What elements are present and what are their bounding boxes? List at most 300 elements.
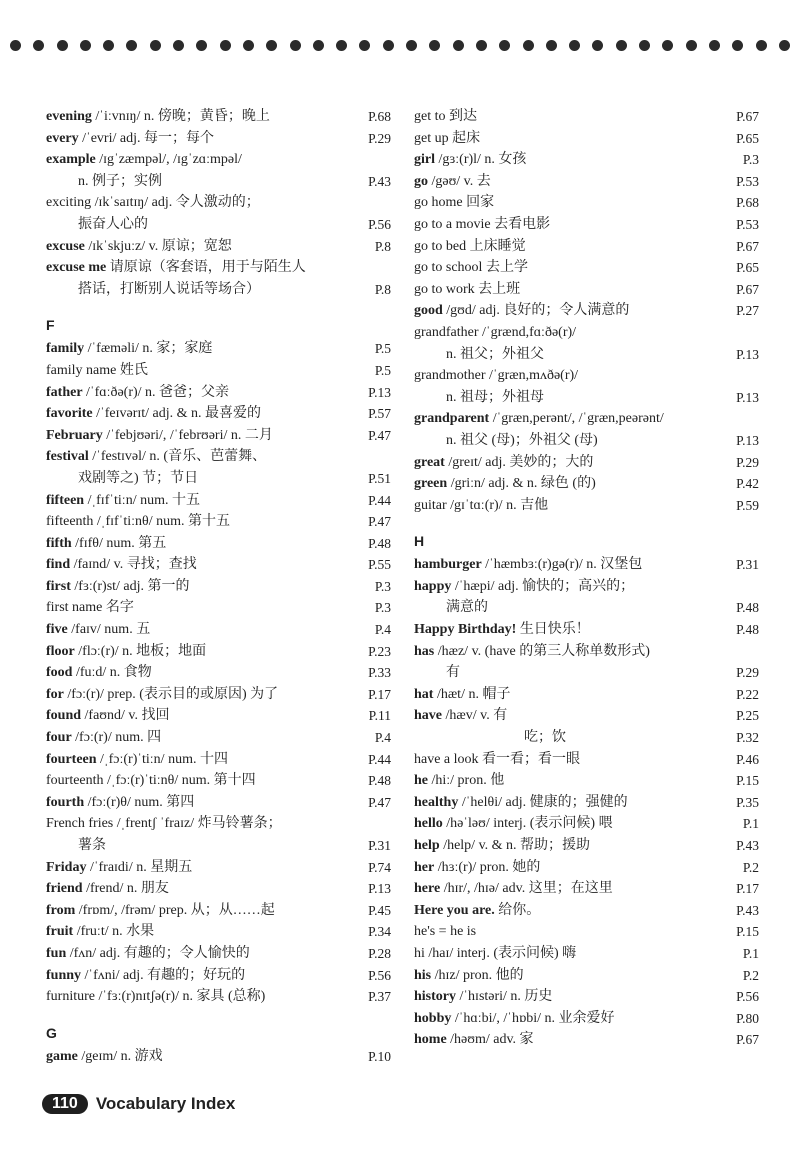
border-dot: [616, 40, 627, 51]
border-dot: [243, 40, 254, 51]
page-reference: P.65: [736, 130, 759, 146]
section-letter: H: [414, 533, 425, 550]
headword: February: [46, 427, 103, 443]
index-entry: [414, 705, 759, 727]
headword: history: [414, 989, 456, 1005]
headword: go: [414, 173, 428, 189]
index-entry: [46, 382, 391, 404]
entry-continuation: 戏剧等之) 节；节日: [78, 470, 199, 486]
border-dot: [476, 40, 487, 51]
entry-definition: family name 姓氏: [46, 362, 148, 378]
index-entry: [414, 684, 759, 706]
headword: here: [414, 881, 441, 897]
index-entry: [414, 452, 759, 474]
index-entry: [414, 727, 759, 749]
entry-definition: /fɔː(r)θ/ num. 第四: [84, 794, 195, 810]
page-reference: P.33: [368, 665, 391, 681]
index-entry: [46, 149, 391, 192]
index-entry: [414, 986, 759, 1008]
border-dot: [290, 40, 301, 51]
index-entry: [414, 171, 759, 193]
page-reference: P.15: [736, 924, 759, 940]
entry-definition: hi /haɪ/ interj. (表示问候) 嗨: [414, 945, 577, 961]
headword: floor: [46, 643, 75, 659]
page-reference: P.68: [736, 195, 759, 211]
entry-continuation: 搭话，打断别人说话等场合）: [78, 281, 260, 297]
index-entry: [414, 300, 759, 322]
border-dot: [196, 40, 207, 51]
index-entry: [46, 986, 391, 1008]
index-entry: [46, 533, 391, 555]
page-reference: P.10: [368, 1048, 391, 1064]
border-dot: [383, 40, 394, 51]
index-entry: [414, 365, 759, 408]
entry-definition: he's = he is: [414, 924, 477, 940]
headword: his: [414, 967, 432, 983]
entry-definition: get up 起床: [414, 130, 481, 146]
entry-definition: go home 回家: [414, 195, 495, 211]
entry-definition: /faɪnd/ v. 寻找；查找: [70, 557, 197, 573]
index-entry: [414, 279, 759, 301]
entry-definition: exciting /ɪkˈsaɪtɪŋ/ adj. 令人激动的；: [46, 195, 260, 211]
entry-continuation: 薯条: [78, 838, 106, 853]
page-reference: P.45: [368, 902, 391, 918]
page-reference: P.3: [742, 152, 759, 168]
index-entry: [414, 792, 759, 814]
entry-definition: /greɪt/ adj. 美妙的；大的: [444, 454, 594, 470]
headword: fourteen: [46, 751, 97, 767]
page-reference: P.2: [742, 859, 759, 875]
index-column-left: [46, 106, 391, 1067]
page-reference: P.4: [374, 730, 391, 746]
border-dot: [662, 40, 673, 51]
entry-definition: /gʊd/ adj. 良好的；令人满意的: [442, 303, 630, 319]
entry-definition: go to work 去上班: [414, 281, 521, 297]
index-entry: [46, 360, 391, 382]
headword: festival: [46, 449, 89, 465]
page-reference: P.48: [368, 773, 391, 789]
index-entry: [46, 943, 391, 965]
entry-definition: grandfather /ˈgrænd,fɑːðə(r)/: [414, 324, 577, 340]
index-entry: [414, 921, 759, 943]
page-reference: P.67: [736, 281, 759, 297]
entry-continuation: n. 例子；实例: [78, 173, 162, 189]
entry-definition: /fɔː(r)/ num. 四: [71, 730, 162, 746]
entry-definition: /help/ v. & n. 帮助；援助: [439, 838, 591, 853]
index-entry: [46, 511, 391, 533]
page-reference: P.48: [736, 600, 759, 616]
index-entry: [414, 749, 759, 771]
entry-definition: /geɪm/ n. 游戏: [77, 1048, 163, 1064]
border-dot: [10, 40, 21, 51]
page-reference: P.29: [736, 454, 759, 470]
entry-definition: French fries /ˌfrentʃ ˈfraɪz/ 炸马铃薯条；: [46, 816, 282, 832]
index-entry: [414, 192, 759, 214]
border-dot: [266, 40, 277, 51]
entry-definition: /frend/ n. 朋友: [82, 881, 169, 897]
border-dot: [173, 40, 184, 51]
page-reference: P.3: [374, 578, 391, 594]
headword: excuse me: [46, 260, 107, 276]
index-entry: [414, 619, 759, 641]
page-reference: P.43: [736, 902, 759, 918]
index-entry: [414, 408, 759, 451]
page-reference: P.1: [742, 816, 759, 832]
index-entry: [414, 900, 759, 922]
footer-title: Vocabulary Index: [95, 1094, 236, 1113]
entry-definition: /gəʊ/ v. 去: [428, 173, 491, 189]
entry-continuation: n. 祖母；外祖母: [446, 389, 544, 405]
index-entry: [46, 446, 391, 489]
border-dot: [33, 40, 44, 51]
page-reference: P.5: [374, 341, 391, 357]
entry-definition: /həˈləʊ/ interj. (表示问候) 喂: [442, 816, 613, 832]
headword: family: [46, 341, 85, 357]
headword: home: [414, 1032, 447, 1048]
page-reference: P.37: [368, 989, 391, 1005]
page-reference: P.74: [368, 859, 391, 875]
border-dot: [639, 40, 650, 51]
page-reference: P.3: [374, 600, 391, 616]
page-reference: P.57: [368, 406, 391, 422]
index-entry: [414, 257, 759, 279]
index-entry: [414, 214, 759, 236]
entry-definition: /hæz/ v. (have 的第三人称单数形式): [434, 643, 650, 659]
entry-definition: have a look 看一看；看一眼: [414, 751, 581, 767]
page-reference: P.56: [368, 967, 391, 983]
headword: five: [46, 622, 68, 638]
page-reference: P.51: [368, 470, 391, 486]
headword: hobby: [414, 1010, 452, 1026]
entry-definition: /ˌfɔː(r)ˈtiːn/ num. 十四: [96, 751, 228, 767]
index-column-right: [414, 106, 759, 1051]
index-entry: [46, 106, 391, 128]
entry-definition: /ˈhæpi/ adj. 愉快的；高兴的；: [451, 578, 635, 594]
entry-definition: go to school 去上学: [414, 260, 528, 276]
headword: game: [46, 1048, 78, 1064]
entry-definition: /fɜː(r)st/ adj. 第一的: [70, 578, 190, 594]
entry-definition: /ˈfʌni/ adj. 有趣的；好玩的: [81, 967, 246, 983]
entry-definition: /fruːt/ n. 水果: [73, 924, 155, 940]
headword: example: [46, 152, 96, 168]
entry-definition: /hiː/ pron. 他: [428, 773, 505, 789]
headword: he: [414, 773, 428, 789]
headword: for: [46, 686, 64, 702]
page-reference: P.56: [368, 216, 391, 232]
top-dot-border: [10, 40, 790, 51]
entry-definition: go to a movie 去看电影: [414, 216, 551, 232]
entry-definition: /hæt/ n. 帽子: [433, 686, 511, 702]
page-reference: P.31: [736, 557, 759, 573]
page-number-badge: 110: [42, 1094, 88, 1114]
index-entry: [414, 128, 759, 150]
index-entry: [46, 192, 391, 235]
index-entry: [46, 921, 391, 943]
border-dot: [80, 40, 91, 51]
entry-definition: 请原谅（客套语，用于与陌生人: [106, 260, 306, 276]
page-reference: P.17: [368, 686, 391, 702]
page-reference: P.11: [368, 708, 391, 724]
page-reference: P.35: [736, 794, 759, 810]
headword: evening: [46, 109, 92, 124]
entry-definition: /həʊm/ adv. 家: [446, 1032, 534, 1048]
headword: excuse: [46, 238, 85, 254]
page-reference: P.65: [736, 260, 759, 276]
entry-definition: 生日快乐！: [516, 622, 590, 638]
index-entry: [414, 965, 759, 987]
index-entry: [46, 900, 391, 922]
border-dot: [220, 40, 231, 51]
border-dot: [732, 40, 743, 51]
index-entry: [414, 1008, 759, 1030]
entry-definition: /ˈfebjʊəri/, /ˈfebrʊəri/ n. 二月: [102, 427, 273, 443]
entry-definition: /ˌfɪfˈtiːn/ num. 十五: [84, 492, 200, 508]
index-entry: [414, 641, 759, 684]
page-reference: P.29: [736, 665, 759, 681]
entry-definition: /hɪz/ pron. 他的: [431, 967, 524, 983]
headword: favorite: [46, 406, 93, 422]
page-reference: P.68: [368, 109, 391, 124]
index-entry: [414, 554, 759, 576]
entry-definition: /faʊnd/ v. 找回: [81, 708, 170, 724]
index-entry: [46, 1046, 391, 1068]
page-reference: P.48: [368, 535, 391, 551]
index-entry: [46, 554, 391, 576]
page-reference: P.80: [736, 1010, 759, 1026]
headword: good: [414, 303, 443, 319]
border-dot: [709, 40, 720, 51]
index-entry: [414, 495, 759, 517]
border-dot: [592, 40, 603, 51]
headword: great: [414, 454, 445, 470]
page-reference: P.8: [374, 281, 391, 297]
page-reference: P.22: [736, 686, 759, 702]
headword: has: [414, 643, 435, 659]
page-reference: P.48: [736, 622, 759, 638]
headword: happy: [414, 578, 452, 594]
headword: four: [46, 730, 72, 746]
page-reference: P.17: [736, 881, 759, 897]
border-dot: [756, 40, 767, 51]
index-entry: [46, 490, 391, 512]
headword: fifth: [46, 535, 72, 551]
headword: hello: [414, 816, 443, 832]
page-reference: P.43: [368, 173, 391, 189]
entry-definition: /ɪgˈzæmpəl/, /ɪgˈzɑːmpəl/: [95, 152, 242, 168]
page-reference: P.25: [736, 708, 759, 724]
page-reference: P.67: [736, 238, 759, 254]
entry-definition: /ˈevri/ adj. 每一；每个: [78, 130, 214, 146]
border-dot: [546, 40, 557, 51]
index-entry: [46, 338, 391, 360]
headword: fifteen: [46, 492, 85, 508]
entry-definition: /fɪfθ/ num. 第五: [71, 535, 167, 551]
headword: found: [46, 708, 82, 724]
page-reference: P.1: [742, 945, 759, 961]
headword: Here you are.: [414, 902, 495, 918]
page-reference: P.42: [736, 476, 759, 492]
index-entry: [46, 705, 391, 727]
headword: first: [46, 578, 71, 594]
border-dot: [429, 40, 440, 51]
border-dot: [150, 40, 161, 51]
entry-definition: grandmother /ˈgræn,mʌðə(r)/: [414, 368, 579, 384]
entry-definition: /hæv/ v. 有: [442, 708, 508, 724]
page-reference: P.8: [374, 238, 391, 254]
entry-continuation: 吃；饮: [524, 730, 566, 746]
headword: her: [414, 859, 435, 875]
index-entry: [46, 857, 391, 879]
entry-definition: /ˈfɑːðə(r)/ n. 爸爸；父亲: [82, 384, 230, 400]
index-entry: [414, 878, 759, 900]
index-entry: [414, 835, 759, 857]
headword: have: [414, 708, 442, 724]
entry-definition: /flɔː(r)/ n. 地板；地面: [74, 643, 207, 659]
index-entry: [414, 857, 759, 879]
border-dot: [336, 40, 347, 51]
entry-definition: /ˈhɑːbi/, /ˈhɒbi/ n. 业余爱好: [451, 1010, 615, 1026]
page-reference: P.53: [736, 216, 759, 232]
headword: find: [46, 557, 71, 573]
page-reference: P.47: [368, 514, 391, 530]
page-reference: P.2: [742, 967, 759, 983]
entry-definition: /ˈfestɪvəl/ n. (音乐、芭蕾舞、: [88, 449, 267, 465]
headword: fruit: [46, 924, 74, 940]
headword: hat: [414, 686, 434, 702]
entry-continuation: 有: [446, 665, 460, 681]
page-reference: P.47: [368, 794, 391, 810]
section-letter: F: [46, 317, 55, 334]
index-entry: [46, 878, 391, 900]
index-entry: [46, 965, 391, 987]
index-entry: [414, 943, 759, 965]
index-entry: [46, 403, 391, 425]
entry-definition: /gɜː(r)l/ n. 女孩: [435, 152, 527, 168]
index-entry: [46, 770, 391, 792]
index-entry: [46, 641, 391, 663]
entry-definition: /faɪv/ num. 五: [67, 622, 151, 638]
entry-definition: first name 名字: [46, 600, 134, 616]
page-reference: P.67: [736, 1032, 759, 1048]
entry-definition: /hɜː(r)/ pron. 她的: [434, 859, 541, 875]
entry-definition: /ˈhelθi/ adj. 健康的；强健的: [458, 794, 628, 810]
page-reference: P.55: [368, 557, 391, 573]
entry-definition: guitar /gɪˈtɑː(r)/ n. 吉他: [414, 497, 549, 513]
page-reference: P.47: [368, 427, 391, 443]
entry-definition: 给你。: [494, 902, 541, 918]
page-footer: [42, 1094, 235, 1114]
entry-continuation: n. 祖父；外祖父: [446, 346, 544, 362]
page-reference: P.15: [736, 773, 759, 789]
page-reference: P.67: [736, 109, 759, 124]
entry-definition: /fuːd/ n. 食物: [72, 665, 152, 681]
entry-definition: /ˈhɪstəri/ n. 历史: [456, 989, 553, 1005]
border-dot: [523, 40, 534, 51]
index-entry: [414, 322, 759, 365]
page-reference: P.31: [368, 838, 391, 853]
page-reference: P.27: [736, 303, 759, 319]
page-reference: P.29: [368, 130, 391, 146]
index-entry: [46, 257, 391, 300]
entry-definition: /frɒm/, /frəm/ prep. 从；从……起: [75, 902, 275, 918]
page-reference: P.46: [736, 751, 759, 767]
headword: girl: [414, 152, 435, 168]
border-dot: [103, 40, 114, 51]
index-entry: [46, 576, 391, 598]
entry-definition: /hɪr/, /hɪə/ adv. 这里；在这里: [440, 881, 613, 897]
page-reference: P.23: [368, 643, 391, 659]
entry-definition: fifteenth /ˌfɪfˈtiːnθ/ num. 第十五: [46, 514, 231, 530]
page-reference: P.5: [374, 362, 391, 378]
page-reference: P.56: [736, 989, 759, 1005]
index-entry: [46, 749, 391, 771]
entry-definition: /griːn/ adj. & n. 绿色 (的): [447, 476, 596, 492]
page-reference: P.4: [374, 622, 391, 638]
border-dot: [453, 40, 464, 51]
entry-continuation: 满意的: [446, 600, 488, 616]
border-dot: [499, 40, 510, 51]
border-dot: [313, 40, 324, 51]
index-entry: [414, 149, 759, 171]
page-reference: P.13: [368, 881, 391, 897]
headword: hamburger: [414, 557, 482, 573]
entry-definition: furniture /ˈfɜː(r)nɪtʃə(r)/ n. 家具 (总称): [46, 989, 266, 1005]
page-reference: P.28: [368, 945, 391, 961]
headword: every: [46, 130, 79, 146]
index-entry: [46, 619, 391, 641]
headword: green: [414, 476, 448, 492]
index-entry: [46, 813, 391, 856]
index-entry: [414, 770, 759, 792]
index-entry: [46, 662, 391, 684]
page-reference: P.32: [736, 730, 759, 746]
entry-continuation: 振奋人心的: [78, 216, 148, 232]
entry-definition: /ˈfæməli/ n. 家；家庭: [84, 341, 213, 357]
border-dot: [686, 40, 697, 51]
headword: healthy: [414, 794, 459, 810]
index-entry: [46, 727, 391, 749]
index-entry: [46, 425, 391, 447]
entry-definition: /ˈiːvnɪŋ/ n. 傍晚；黄昏；晚上: [91, 109, 270, 124]
page-reference: P.44: [368, 751, 391, 767]
border-dot: [406, 40, 417, 51]
entry-definition: /ˈfeɪvərɪt/ adj. & n. 最喜爱的: [92, 406, 262, 422]
headword: father: [46, 384, 83, 400]
entry-definition: fourteenth /ˌfɔː(r)ˈtiːnθ/ num. 第十四: [46, 773, 256, 789]
page-reference: P.59: [736, 497, 759, 513]
headword: fourth: [46, 794, 85, 810]
entry-definition: /ˈgræn,perənt/, /ˈgræn,peərənt/: [489, 411, 664, 427]
border-dot: [359, 40, 370, 51]
entry-continuation: n. 祖父 (母)；外祖父 (母): [446, 432, 598, 448]
index-entry: [46, 597, 391, 619]
page-reference: P.13: [736, 432, 759, 448]
headword: grandparent: [414, 411, 490, 427]
index-entry: [46, 792, 391, 814]
index-entry: [414, 473, 759, 495]
page-reference: P.13: [736, 346, 759, 362]
border-dot: [126, 40, 137, 51]
index-entry: [414, 576, 759, 619]
index-entry: [414, 1029, 759, 1051]
headword: funny: [46, 967, 82, 983]
index-entry: [414, 106, 759, 128]
headword: from: [46, 902, 76, 918]
entry-definition: /ˈfraɪdi/ n. 星期五: [86, 859, 193, 875]
index-entry: [414, 236, 759, 258]
entry-definition: /ɪkˈskjuːz/ v. 原谅；宽恕: [84, 238, 232, 254]
page-reference: P.43: [736, 838, 759, 853]
